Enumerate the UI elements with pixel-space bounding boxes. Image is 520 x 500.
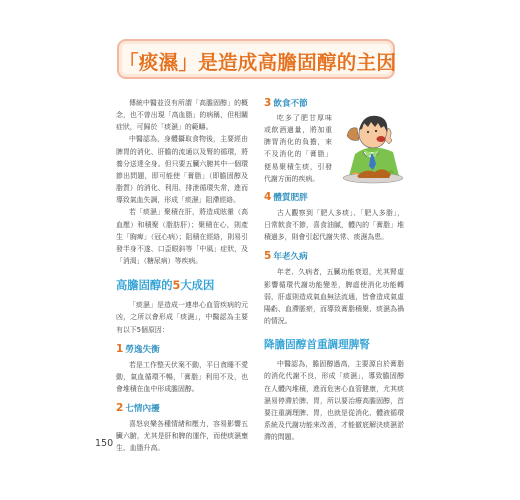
cause-3-title: 飲食不節	[273, 99, 308, 109]
heading-text-post: 大成因	[180, 279, 215, 293]
man-eating-illustration	[335, 106, 410, 186]
cause-1-number: 1	[116, 342, 124, 355]
cause-5-text: 年老、久病者，五臟功能衰退，尤其腎虛影響循環代謝功能變差，脾虛使消化功能轉弱，肝虛則造成氣血無法流通，皆會造成氣虛陽虧、血滯脈瘀，而導致膏脂積聚、痰濕為禍的情況。	[264, 268, 404, 326]
chicken-leg	[347, 128, 359, 141]
page-title: 「痰濕」是造成高膽固醇的主因	[119, 51, 397, 74]
tcm-view-paragraph: 中醫認為，身體攝取食物後，主要經由脾胃的消化、肝膽的流通以及腎的循環，將養分送達全身。但只要五臟六腑其中一個環節出問題，即可能使「膏脂」（即膽固醇及脂質）的消化、利用、排泄循環失常，進而導致氣血失調，形成「痰濕」阻滯經絡。	[116, 135, 248, 205]
causes-intro-paragraph: 「痰濕」是造成一連串心血管疾病的元凶，之所以會形成「痰濕」，中醫認為主要有以下5個原因：	[116, 301, 248, 334]
cause-4-title: 體質肥胖	[273, 192, 308, 203]
intro-paragraph: 傳統中醫並沒有所謂「高膽固醇」的概念，也不曾出現「高血脂」的病稱，但相關症狀，可歸於「痰濕」的範疇。	[116, 99, 248, 132]
cause-1-text: 若是工作整天伏案不動，平日貪睡不愛動，氣血循環不暢，「膏脂」利用不及，也會堆積在血中形成膽固醇。	[116, 360, 248, 393]
cause-4-heading	[264, 191, 404, 203]
cause-2-number: 2	[116, 402, 124, 415]
left-column	[116, 97, 248, 455]
cause-2-heading	[116, 402, 248, 414]
heading-text-pre: 高膽固醇的	[116, 279, 173, 293]
cause-3-text: 吃多了肥甘厚味或飲酒過量，將加重脾胃消化的負擔，來不及消化的「膏脂」便易聚積生痰，引發代謝方面的疾病。	[264, 114, 332, 183]
section-heading-five-causes	[116, 277, 248, 293]
cause-4-number: 4	[264, 190, 272, 203]
heading-number: 5	[172, 279, 181, 293]
cause-2-text: 喜怒哀樂各種情緒和壓力，容易影響五臟六腑，尤其是肝和脾的運作，而使痰濕壅生、血脂升高。	[116, 420, 248, 453]
title-banner	[117, 39, 395, 79]
phlegm-effects-paragraph: 若「痰濕」聚積在肝，將造成眩暈（高血壓）和積聚（脂肪肝）；聚積在心，則產生「胸痺」（冠心病）；阻積在經絡，則易引發半身不遂、口歪眼斜等「中風」症狀，及「消渴」（糖尿病）等疾病。	[116, 208, 248, 266]
cause-4-text: 古人觀察到「肥人多痰」、「肥人多脂」，日常飲食不節，喜食油膩，體內的「膏脂」堆積過多，則會引起代謝失常、痰濕為患。	[264, 208, 404, 242]
cause-2-title: 七情內擾	[125, 404, 160, 415]
page-number: 150	[95, 438, 114, 449]
cause-3-number: 3	[264, 97, 272, 109]
section-heading-spleen-kidney: 降膽固醇首重調理脾腎	[264, 339, 370, 352]
cause-5-heading	[264, 250, 404, 262]
cause-5-number: 5	[264, 250, 272, 263]
cause-5-title: 年老久病	[273, 252, 308, 263]
cause-1-title: 勞逸失衡	[125, 344, 160, 355]
cause-1-heading	[116, 343, 248, 355]
treatment-paragraph: 中醫認為，膽固醇過高，主要源自於膏脂的消化代謝不良，形成「痰濕」，導致膽固醇在人體內堆積，進而危害心血管健康，尤其痰濕易停滯於脾、胃，所以要治療高膽固醇，首要注重調理脾、胃，也就是從消化、體液循環系統及代謝功能來改善，才能徹底解決痰濕淤滯的問題。	[264, 360, 404, 442]
